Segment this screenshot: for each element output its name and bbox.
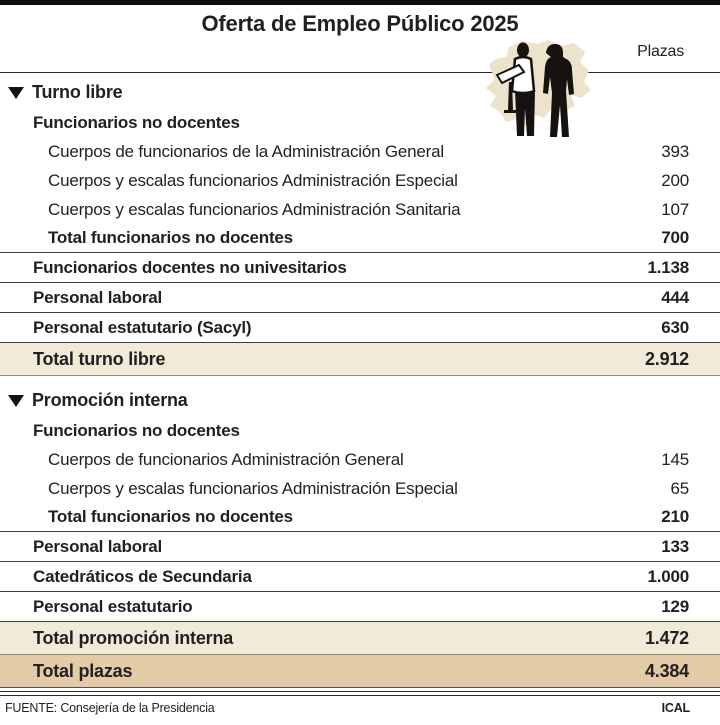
row-label: Personal estatutario (Sacyl) (33, 317, 252, 337)
row-label: Personal laboral (33, 287, 163, 307)
table-row (0, 562, 720, 592)
grand-total-label: Total plazas (33, 660, 133, 681)
triangle-down-icon (8, 87, 24, 99)
table-row (0, 253, 720, 283)
section-title: Turno libre (32, 82, 123, 102)
row-value: 1.138 (647, 257, 689, 277)
section-header (0, 385, 720, 416)
table-row (0, 503, 720, 532)
section-gap (0, 376, 720, 385)
row-value: 2.912 (644, 348, 689, 369)
row-label: Total funcionarios no docentes (48, 228, 293, 247)
row-label: Personal estatutario (33, 596, 193, 616)
row-label: Cuerpos y escalas funcionarios Administración Sanitaria (48, 199, 461, 219)
row-value: 630 (661, 317, 689, 337)
footer (0, 696, 720, 715)
section-title: Promoción interna (32, 390, 188, 410)
row-label: Catedráticos de Secundaria (33, 566, 252, 586)
table-row (0, 166, 720, 195)
section-header (0, 77, 720, 108)
grand-total-row (0, 655, 720, 688)
row-value: 133 (661, 536, 689, 556)
source-label: FUENTE: Consejería de la Presidencia (5, 701, 215, 715)
table-row (0, 195, 720, 224)
row-value: 107 (661, 199, 689, 219)
table-row (0, 224, 720, 253)
table-row (0, 108, 720, 137)
row-value: 393 (661, 141, 689, 161)
row-value: 700 (661, 228, 689, 247)
triangle-down-icon (8, 395, 24, 407)
table-row (0, 445, 720, 474)
table-row (0, 416, 720, 445)
row-value: 200 (661, 170, 689, 190)
table-row (0, 343, 720, 376)
row-value: 129 (661, 596, 689, 616)
row-label: Personal laboral (33, 536, 163, 556)
row-value: 1.000 (647, 566, 689, 586)
row-label: Total promoción interna (33, 627, 234, 648)
table-row (0, 283, 720, 313)
row-label: Funcionarios docentes no univesitarios (33, 257, 347, 277)
row-label: Total funcionarios no docentes (48, 507, 293, 526)
grand-total-value: 4.384 (644, 660, 689, 681)
people-on-castilla-leon-map-icon (482, 38, 596, 144)
agency-credit: ICAL (661, 701, 690, 715)
row-label: Total turno libre (33, 348, 166, 369)
row-value: 444 (661, 287, 689, 307)
page-title: Oferta de Empleo Público 2025 (201, 11, 519, 36)
row-label: Cuerpos de funcionarios de la Administración General (48, 141, 444, 161)
table-row (0, 592, 720, 622)
row-label: Cuerpos de funcionarios Administración General (48, 449, 404, 469)
people-map-illustration (482, 38, 596, 144)
table-row (0, 532, 720, 562)
row-value: 145 (661, 449, 689, 469)
row-label: Funcionarios no docentes (33, 112, 240, 132)
table-row (0, 313, 720, 343)
table-body (0, 73, 720, 655)
row-value: 210 (661, 507, 689, 526)
top-bar (0, 0, 720, 5)
row-label: Funcionarios no docentes (33, 420, 240, 440)
row-label: Cuerpos y escalas funcionarios Administración Especial (48, 478, 458, 498)
row-label: Cuerpos y escalas funcionarios Administración Especial (48, 170, 458, 190)
table-row (0, 137, 720, 166)
row-value: 65 (670, 478, 689, 498)
table-row (0, 474, 720, 503)
row-value: 1.472 (644, 627, 689, 648)
column-header-plazas: Plazas (637, 43, 684, 60)
table-row (0, 622, 720, 655)
